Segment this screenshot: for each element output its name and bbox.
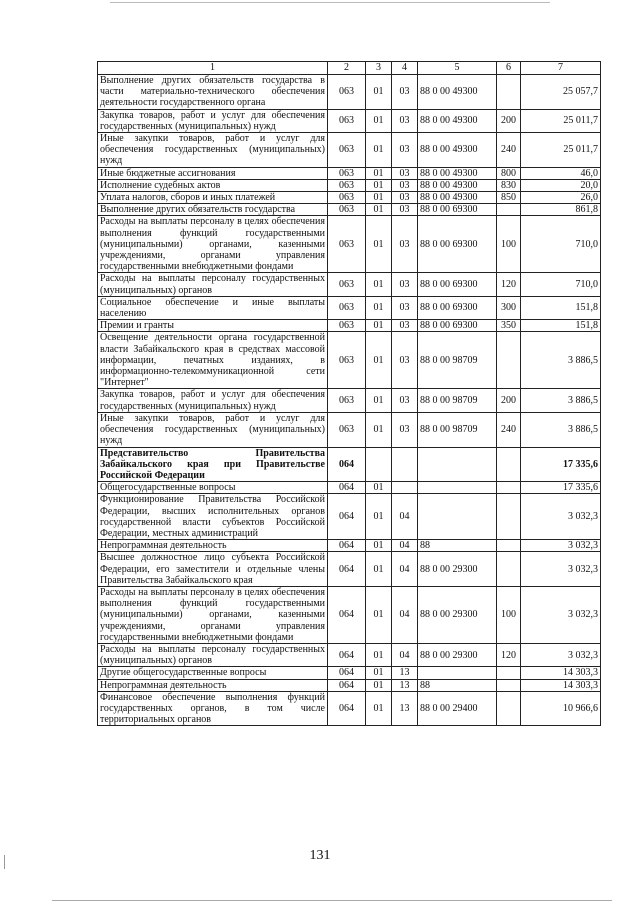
table-header-row xyxy=(98,62,601,75)
row-code-6: 100 xyxy=(497,216,521,273)
row-code-2: 063 xyxy=(328,179,366,191)
row-code-6 xyxy=(497,494,521,540)
row-code-2: 063 xyxy=(328,109,366,132)
row-amount: 20,0 xyxy=(521,179,601,191)
row-code-5: 88 xyxy=(418,540,497,552)
row-code-5 xyxy=(418,667,497,679)
row-code-2: 064 xyxy=(328,447,366,482)
row-amount: 25 011,7 xyxy=(521,133,601,168)
row-code-2: 064 xyxy=(328,482,366,494)
row-code-4: 13 xyxy=(392,679,418,691)
row-code-3: 01 xyxy=(366,75,392,110)
row-code-4: 13 xyxy=(392,667,418,679)
row-code-3: 01 xyxy=(366,296,392,319)
row-code-5: 88 0 00 69300 xyxy=(418,296,497,319)
header-cell: 6 xyxy=(497,62,521,75)
row-code-5: 88 0 00 98709 xyxy=(418,389,497,412)
row-code-2: 064 xyxy=(328,667,366,679)
row-code-3: 01 xyxy=(366,216,392,273)
table-row xyxy=(98,167,601,179)
row-amount: 3 886,5 xyxy=(521,389,601,412)
row-code-4: 04 xyxy=(392,494,418,540)
row-name: Функционирование Правительства Российской Федерации, высших исполнительных органов государственной власти субъектов Российской Федерации, местных администраций xyxy=(98,494,328,540)
row-code-3: 01 xyxy=(366,192,392,204)
row-code-3: 01 xyxy=(366,679,392,691)
header-cell: 4 xyxy=(392,62,418,75)
row-amount: 3 032,3 xyxy=(521,494,601,540)
row-code-4: 03 xyxy=(392,216,418,273)
table-row xyxy=(98,552,601,587)
row-code-2: 063 xyxy=(328,133,366,168)
table-row xyxy=(98,179,601,191)
row-amount: 46,0 xyxy=(521,167,601,179)
row-code-4: 03 xyxy=(392,412,418,447)
row-code-4: 03 xyxy=(392,273,418,296)
row-code-5: 88 0 00 29300 xyxy=(418,586,497,643)
row-name: Финансовое обеспечение выполнения функций государственных органов, в том числе территориальных органов xyxy=(98,691,328,726)
table-row xyxy=(98,389,601,412)
margin-mark xyxy=(4,855,5,869)
row-code-2: 063 xyxy=(328,167,366,179)
row-code-6: 350 xyxy=(497,320,521,332)
row-amount: 17 335,6 xyxy=(521,447,601,482)
row-name: Общегосударственные вопросы xyxy=(98,482,328,494)
row-code-2: 064 xyxy=(328,586,366,643)
row-code-3: 01 xyxy=(366,273,392,296)
row-amount: 3 886,5 xyxy=(521,332,601,389)
table-row xyxy=(98,216,601,273)
row-code-4: 04 xyxy=(392,643,418,666)
row-code-6: 120 xyxy=(497,643,521,666)
row-code-3: 01 xyxy=(366,204,392,216)
row-code-2: 064 xyxy=(328,552,366,587)
row-code-6 xyxy=(497,204,521,216)
row-code-6 xyxy=(497,447,521,482)
row-code-3: 01 xyxy=(366,389,392,412)
row-code-3: 01 xyxy=(366,412,392,447)
row-code-4 xyxy=(392,482,418,494)
row-name: Непрограммная деятельность xyxy=(98,540,328,552)
table-row xyxy=(98,667,601,679)
row-code-5: 88 0 00 98709 xyxy=(418,332,497,389)
row-code-3: 01 xyxy=(366,586,392,643)
table-row xyxy=(98,133,601,168)
top-rule xyxy=(110,2,550,3)
row-code-5: 88 0 00 98709 xyxy=(418,412,497,447)
row-amount: 861,8 xyxy=(521,204,601,216)
row-amount: 25 057,7 xyxy=(521,75,601,110)
row-amount: 26,0 xyxy=(521,192,601,204)
row-amount: 710,0 xyxy=(521,216,601,273)
row-code-3: 01 xyxy=(366,552,392,587)
row-name: Премии и гранты xyxy=(98,320,328,332)
row-code-2: 063 xyxy=(328,273,366,296)
row-code-5: 88 0 00 49300 xyxy=(418,179,497,191)
row-code-5: 88 0 00 69300 xyxy=(418,204,497,216)
row-code-6: 830 xyxy=(497,179,521,191)
row-code-2: 063 xyxy=(328,389,366,412)
header-cell: 3 xyxy=(366,62,392,75)
row-amount: 710,0 xyxy=(521,273,601,296)
row-code-3: 01 xyxy=(366,320,392,332)
row-code-3: 01 xyxy=(366,494,392,540)
row-code-6 xyxy=(497,75,521,110)
row-name: Иные закупки товаров, работ и услуг для обеспечения государственных (муниципальных) нужд xyxy=(98,412,328,447)
row-code-3: 01 xyxy=(366,691,392,726)
row-code-3: 01 xyxy=(366,179,392,191)
row-code-4: 03 xyxy=(392,296,418,319)
row-amount: 17 335,6 xyxy=(521,482,601,494)
row-code-2: 064 xyxy=(328,540,366,552)
row-amount: 14 303,3 xyxy=(521,679,601,691)
row-code-2: 063 xyxy=(328,332,366,389)
bottom-rule xyxy=(52,900,612,901)
row-code-3: 01 xyxy=(366,667,392,679)
row-code-6: 850 xyxy=(497,192,521,204)
row-code-2: 063 xyxy=(328,320,366,332)
row-code-3: 01 xyxy=(366,167,392,179)
row-amount: 3 032,3 xyxy=(521,643,601,666)
row-amount: 3 886,5 xyxy=(521,412,601,447)
row-code-2: 063 xyxy=(328,216,366,273)
table-row xyxy=(98,192,601,204)
row-name: Выполнение других обязательств государства xyxy=(98,204,328,216)
row-amount: 151,8 xyxy=(521,296,601,319)
table-row xyxy=(98,204,601,216)
row-name: Другие общегосударственные вопросы xyxy=(98,667,328,679)
table-row xyxy=(98,494,601,540)
row-amount: 3 032,3 xyxy=(521,540,601,552)
row-code-2: 063 xyxy=(328,192,366,204)
table-row xyxy=(98,320,601,332)
row-code-6: 800 xyxy=(497,167,521,179)
table-row xyxy=(98,296,601,319)
row-code-2: 064 xyxy=(328,494,366,540)
row-name: Непрограммная деятельность xyxy=(98,679,328,691)
row-code-3: 01 xyxy=(366,332,392,389)
row-code-5: 88 0 00 69300 xyxy=(418,273,497,296)
row-name: Расходы на выплаты персоналу государственных (муниципальных) органов xyxy=(98,273,328,296)
row-code-5: 88 0 00 29300 xyxy=(418,643,497,666)
header-cell: 2 xyxy=(328,62,366,75)
row-code-4: 03 xyxy=(392,320,418,332)
header-cell: 7 xyxy=(521,62,601,75)
row-code-3: 01 xyxy=(366,540,392,552)
row-name: Расходы на выплаты персоналу в целях обеспечения выполнения функций государственными (муниципальными) органами, казенными учреждениями, органами управления государственными внебюджетными фондами xyxy=(98,586,328,643)
budget-table xyxy=(97,61,601,726)
row-code-5: 88 0 00 69300 xyxy=(418,216,497,273)
row-code-4: 03 xyxy=(392,167,418,179)
row-code-5: 88 xyxy=(418,679,497,691)
row-name: Уплата налогов, сборов и иных платежей xyxy=(98,192,328,204)
row-code-4: 03 xyxy=(392,192,418,204)
row-name: Представительство Правительства Забайкальского края при Правительстве Российской Федерации xyxy=(98,447,328,482)
row-code-4: 13 xyxy=(392,691,418,726)
row-code-4: 03 xyxy=(392,179,418,191)
row-code-2: 063 xyxy=(328,296,366,319)
table-row xyxy=(98,109,601,132)
table-row xyxy=(98,586,601,643)
row-name: Расходы на выплаты персоналу государственных (муниципальных) органов xyxy=(98,643,328,666)
row-name: Высшее должностное лицо субъекта Российской Федерации, его заместители и отдельные члены Правительства Забайкальского края xyxy=(98,552,328,587)
table-row xyxy=(98,540,601,552)
header-cell: 1 xyxy=(98,62,328,75)
row-code-4 xyxy=(392,447,418,482)
row-code-6: 120 xyxy=(497,273,521,296)
row-code-5: 88 0 00 49300 xyxy=(418,167,497,179)
row-name: Иные закупки товаров, работ и услуг для обеспечения государственных (муниципальных) нужд xyxy=(98,133,328,168)
row-code-4: 03 xyxy=(392,109,418,132)
table-row xyxy=(98,75,601,110)
table-row xyxy=(98,412,601,447)
row-code-3: 01 xyxy=(366,643,392,666)
row-code-5: 88 0 00 49300 xyxy=(418,192,497,204)
row-name: Иные бюджетные ассигнования xyxy=(98,167,328,179)
row-code-6 xyxy=(497,540,521,552)
row-code-4: 03 xyxy=(392,75,418,110)
row-code-5: 88 0 00 49300 xyxy=(418,133,497,168)
row-code-5: 88 0 00 69300 xyxy=(418,320,497,332)
row-amount: 10 966,6 xyxy=(521,691,601,726)
row-code-3: 01 xyxy=(366,133,392,168)
row-code-2: 063 xyxy=(328,412,366,447)
row-amount: 25 011,7 xyxy=(521,109,601,132)
row-code-6 xyxy=(497,482,521,494)
row-code-6: 200 xyxy=(497,389,521,412)
row-code-6: 240 xyxy=(497,412,521,447)
row-code-6 xyxy=(497,667,521,679)
row-name: Закупка товаров, работ и услуг для обеспечения государственных (муниципальных) нужд xyxy=(98,389,328,412)
row-code-6 xyxy=(497,552,521,587)
row-code-5 xyxy=(418,482,497,494)
row-code-5 xyxy=(418,494,497,540)
row-code-5: 88 0 00 49300 xyxy=(418,75,497,110)
row-amount: 3 032,3 xyxy=(521,552,601,587)
row-name: Закупка товаров, работ и услуг для обеспечения государственных (муниципальных) нужд xyxy=(98,109,328,132)
header-cell: 5 xyxy=(418,62,497,75)
row-code-4: 03 xyxy=(392,389,418,412)
table-row xyxy=(98,691,601,726)
row-code-3: 01 xyxy=(366,482,392,494)
row-code-3 xyxy=(366,447,392,482)
table-row xyxy=(98,273,601,296)
row-code-2: 064 xyxy=(328,679,366,691)
row-amount: 14 303,3 xyxy=(521,667,601,679)
row-code-6: 200 xyxy=(497,109,521,132)
row-code-5: 88 0 00 29300 xyxy=(418,552,497,587)
table-row xyxy=(98,332,601,389)
row-name: Исполнение судебных актов xyxy=(98,179,328,191)
row-code-6 xyxy=(497,332,521,389)
table-row xyxy=(98,643,601,666)
row-amount: 151,8 xyxy=(521,320,601,332)
row-code-6: 240 xyxy=(497,133,521,168)
row-name: Расходы на выплаты персоналу в целях обеспечения выполнения функций государственными (муниципальными) органами, казенными учреждениями, органами управления государственными внебюджетными фондами xyxy=(98,216,328,273)
row-code-4: 03 xyxy=(392,332,418,389)
row-name: Освещение деятельности органа государственной власти Забайкальского края в средствах массовой информации, печатных изданиях, в информационно-телекоммуникационной сети "Интернет" xyxy=(98,332,328,389)
table-row xyxy=(98,447,601,482)
row-code-5: 88 0 00 49300 xyxy=(418,109,497,132)
row-code-6: 100 xyxy=(497,586,521,643)
row-name: Социальное обеспечение и иные выплаты населению xyxy=(98,296,328,319)
row-code-6 xyxy=(497,679,521,691)
row-code-4: 04 xyxy=(392,552,418,587)
row-name: Выполнение других обязательств государства в части материально-технического обеспечения деятельности государственного органа xyxy=(98,75,328,110)
row-code-4: 03 xyxy=(392,133,418,168)
page-number: 131 xyxy=(309,848,331,863)
table-row xyxy=(98,482,601,494)
row-code-2: 064 xyxy=(328,643,366,666)
row-code-6 xyxy=(497,691,521,726)
row-amount: 3 032,3 xyxy=(521,586,601,643)
row-code-5: 88 0 00 29400 xyxy=(418,691,497,726)
row-code-5 xyxy=(418,447,497,482)
row-code-2: 063 xyxy=(328,204,366,216)
row-code-4: 03 xyxy=(392,204,418,216)
row-code-2: 064 xyxy=(328,691,366,726)
row-code-6: 300 xyxy=(497,296,521,319)
row-code-4: 04 xyxy=(392,586,418,643)
table-row xyxy=(98,679,601,691)
row-code-3: 01 xyxy=(366,109,392,132)
row-code-2: 063 xyxy=(328,75,366,110)
row-code-4: 04 xyxy=(392,540,418,552)
